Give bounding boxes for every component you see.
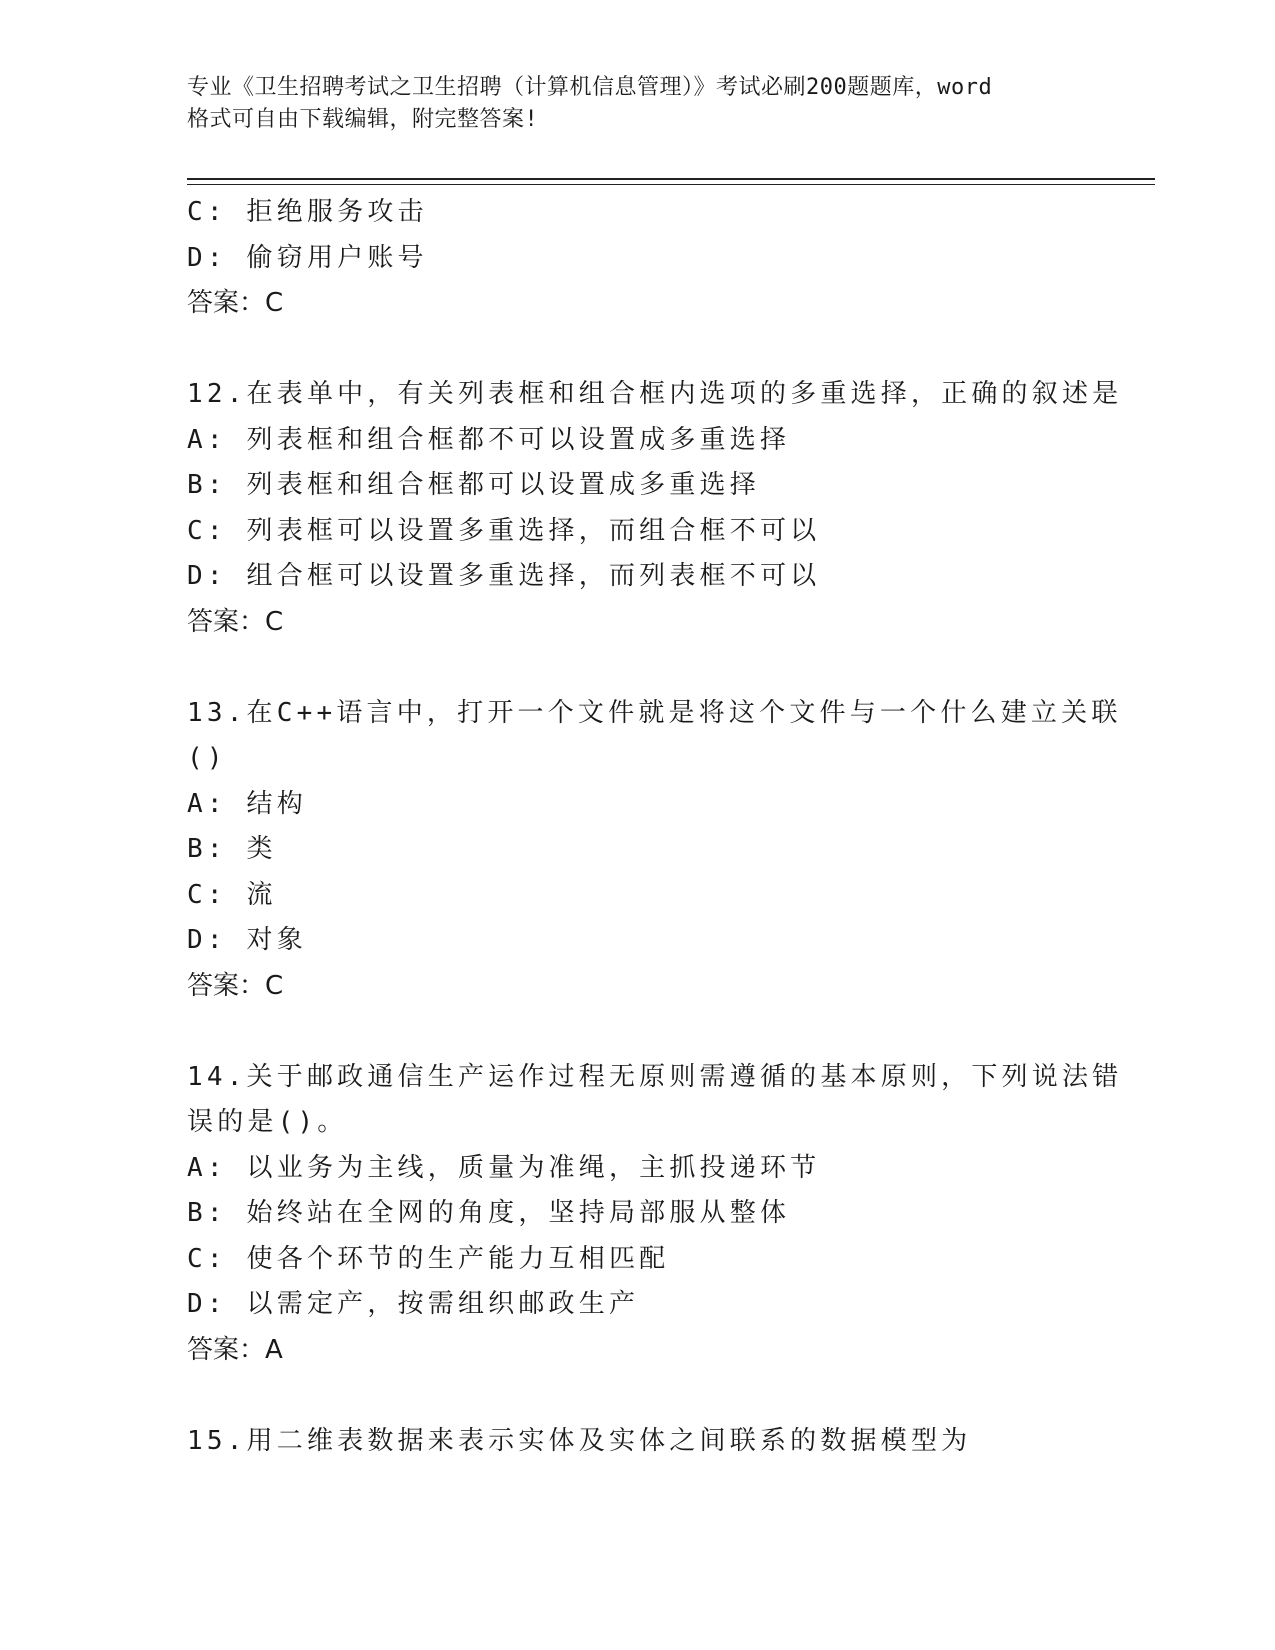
option-c: C: 流 — [187, 879, 277, 910]
header-divider-thick — [187, 178, 1155, 180]
question-stem: 14.关于邮政通信生产运作过程无原则需遵循的基本原则，下列说法错 — [187, 1061, 1123, 1092]
option-c: C: 使各个环节的生产能力互相匹配 — [187, 1243, 670, 1274]
question-stem-cont: 误的是()。 — [187, 1107, 348, 1137]
header-divider-thin — [187, 184, 1155, 185]
question-14 — [187, 1055, 1123, 1374]
spacer — [187, 327, 1087, 373]
question-stem-cont: () — [187, 743, 227, 773]
answer-line: 答案：A — [187, 1334, 283, 1365]
question-content — [187, 190, 1123, 1464]
option-d: D: 组合框可以设置多重选择，而列表框不可以 — [187, 561, 821, 591]
question-11-continued — [187, 190, 1087, 327]
option-b: B: 类 — [187, 834, 277, 864]
option-b: B: 始终站在全网的角度，坚持局部服从整体 — [187, 1198, 791, 1228]
question-12 — [187, 372, 1123, 645]
question-15 — [187, 1419, 1087, 1465]
option-b: B: 列表框和组合框都可以设置成多重选择 — [187, 470, 760, 500]
spacer — [187, 1009, 1087, 1055]
question-stem: 13.在C++语言中，打开一个文件就是将这个文件与一个什么建立关联 — [187, 697, 1122, 728]
document-header — [187, 72, 1087, 136]
option-c: C: 拒绝服务攻击 — [187, 197, 428, 227]
option-d: D: 偷窃用户账号 — [187, 242, 428, 273]
header-line-1: 专业《卫生招聘考试之卫生招聘（计算机信息管理）》考试必刷200题题库，word — [187, 75, 993, 100]
option-d: D: 以需定产，按需组织邮政生产 — [187, 1289, 640, 1319]
option-a: A: 列表框和组合框都不可以设置成多重选择 — [187, 424, 791, 455]
answer-line: 答案：C — [187, 606, 284, 637]
option-a: A: 以业务为主线，质量为准绳，主抓投递环节 — [187, 1152, 821, 1183]
header-line-2: 格式可自由下载编辑，附完整答案! — [187, 107, 539, 132]
option-a: A: 结构 — [187, 788, 307, 819]
spacer — [187, 645, 1087, 691]
question-stem: 12.在表单中，有关列表框和组合框内选项的多重选择，正确的叙述是 — [187, 379, 1123, 409]
answer-line: 答案：C — [187, 970, 284, 1001]
answer-line: 答案：C — [187, 288, 284, 318]
spacer — [187, 1373, 1087, 1419]
option-c: C: 列表框可以设置多重选择，而组合框不可以 — [187, 515, 821, 546]
option-d: D: 对象 — [187, 925, 307, 955]
question-13 — [187, 691, 1122, 1010]
question-stem: 15.用二维表数据来表示实体及实体之间联系的数据模型为 — [187, 1425, 972, 1456]
